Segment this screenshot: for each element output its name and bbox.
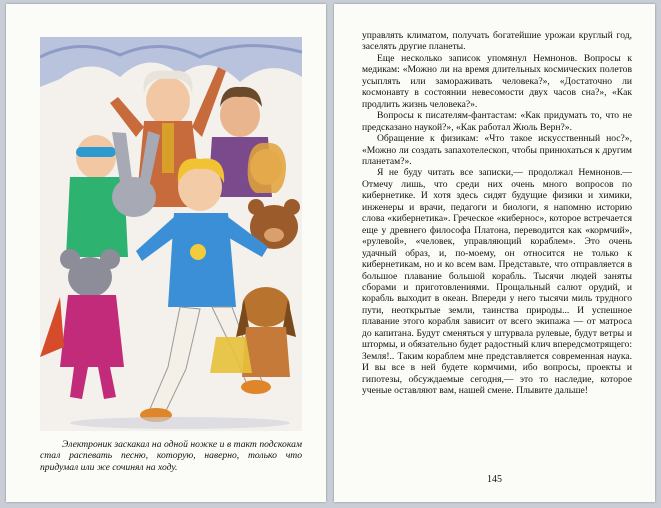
page-number: 145 bbox=[487, 474, 502, 485]
paragraph: управлять климатом, получать богатейшие урожаи круглый год, заселять другие планеты. bbox=[362, 30, 632, 53]
left-page bbox=[6, 4, 326, 502]
paragraph: Еще несколько записок упомянул Немнонов. Вопросы к медикам: «Можно ли на время длительных космических полетов усыплять или замораживать человека?», «Достаточно ли космонавту в состоянии невесомости двух часов сна?», «Как продлить жизнь человека?». bbox=[362, 52, 632, 110]
right-page bbox=[334, 4, 655, 502]
illustration-caption bbox=[40, 439, 302, 473]
paragraph: Вопросы к писателям-фантастам: «Как придумать то, что не предсказано наукой?», «Как работал Жюль Верн?». bbox=[362, 110, 632, 133]
body-text bbox=[362, 30, 632, 397]
paragraph: Я не буду читать все записки,— продолжал Немнонов.— Отмечу лишь, что среди них очень много вопросов по кибернетике. И хотя здесь сидят будущие физики и химики, инженеры и врачи, педагоги и биологи, я напомню историю слова «кибернетика». Греческое «кибернос», которое встречается еще у древнего философа Платона, переводится как «кормчий», «рулевой», «человек, управляющий кораблем». Это очень удачный образ, и, по-моему, он относится не только к кибернетикам, но и ко всем вам. Представьте, что отправляется в большое плавание большой корабль. Тысячи людей заняты сборами и приготовлениями. Прощальный салют орудий, и корабль выходит в океан. Впереди у него тысячи миль трудного пути, неоткрытые земли, таинства природы... И успешное плавание этого корабля зависит от всего экипажа — от матроса до капитана. Будут сменяться у штурвала рулевые, будут ветры и штормы, и обязательно будет радостный клич впередсмотрящего: Земля!.. Таким кораблем мне представляется современная наука. И вы все в ней будете кормчими, ибо вопросы, проекты и гипотезы, обсуждаемые сегодня,— это то наследие, которое ученые оставляют вам, нашей смене. Плывите дальше! bbox=[362, 167, 632, 397]
caption-text: Электроник заскакал на одной ножке и в такт подскокам стал распевать песню, которую, наверно, только что придумал или же сочинял на ходу. bbox=[40, 439, 302, 473]
illustration bbox=[40, 37, 302, 431]
paragraph: Обращение к физикам: «Что такое искусственный нос?», «Можно ли создать запахотелескоп, чтобы принюхаться к другим планетам?». bbox=[362, 133, 632, 167]
